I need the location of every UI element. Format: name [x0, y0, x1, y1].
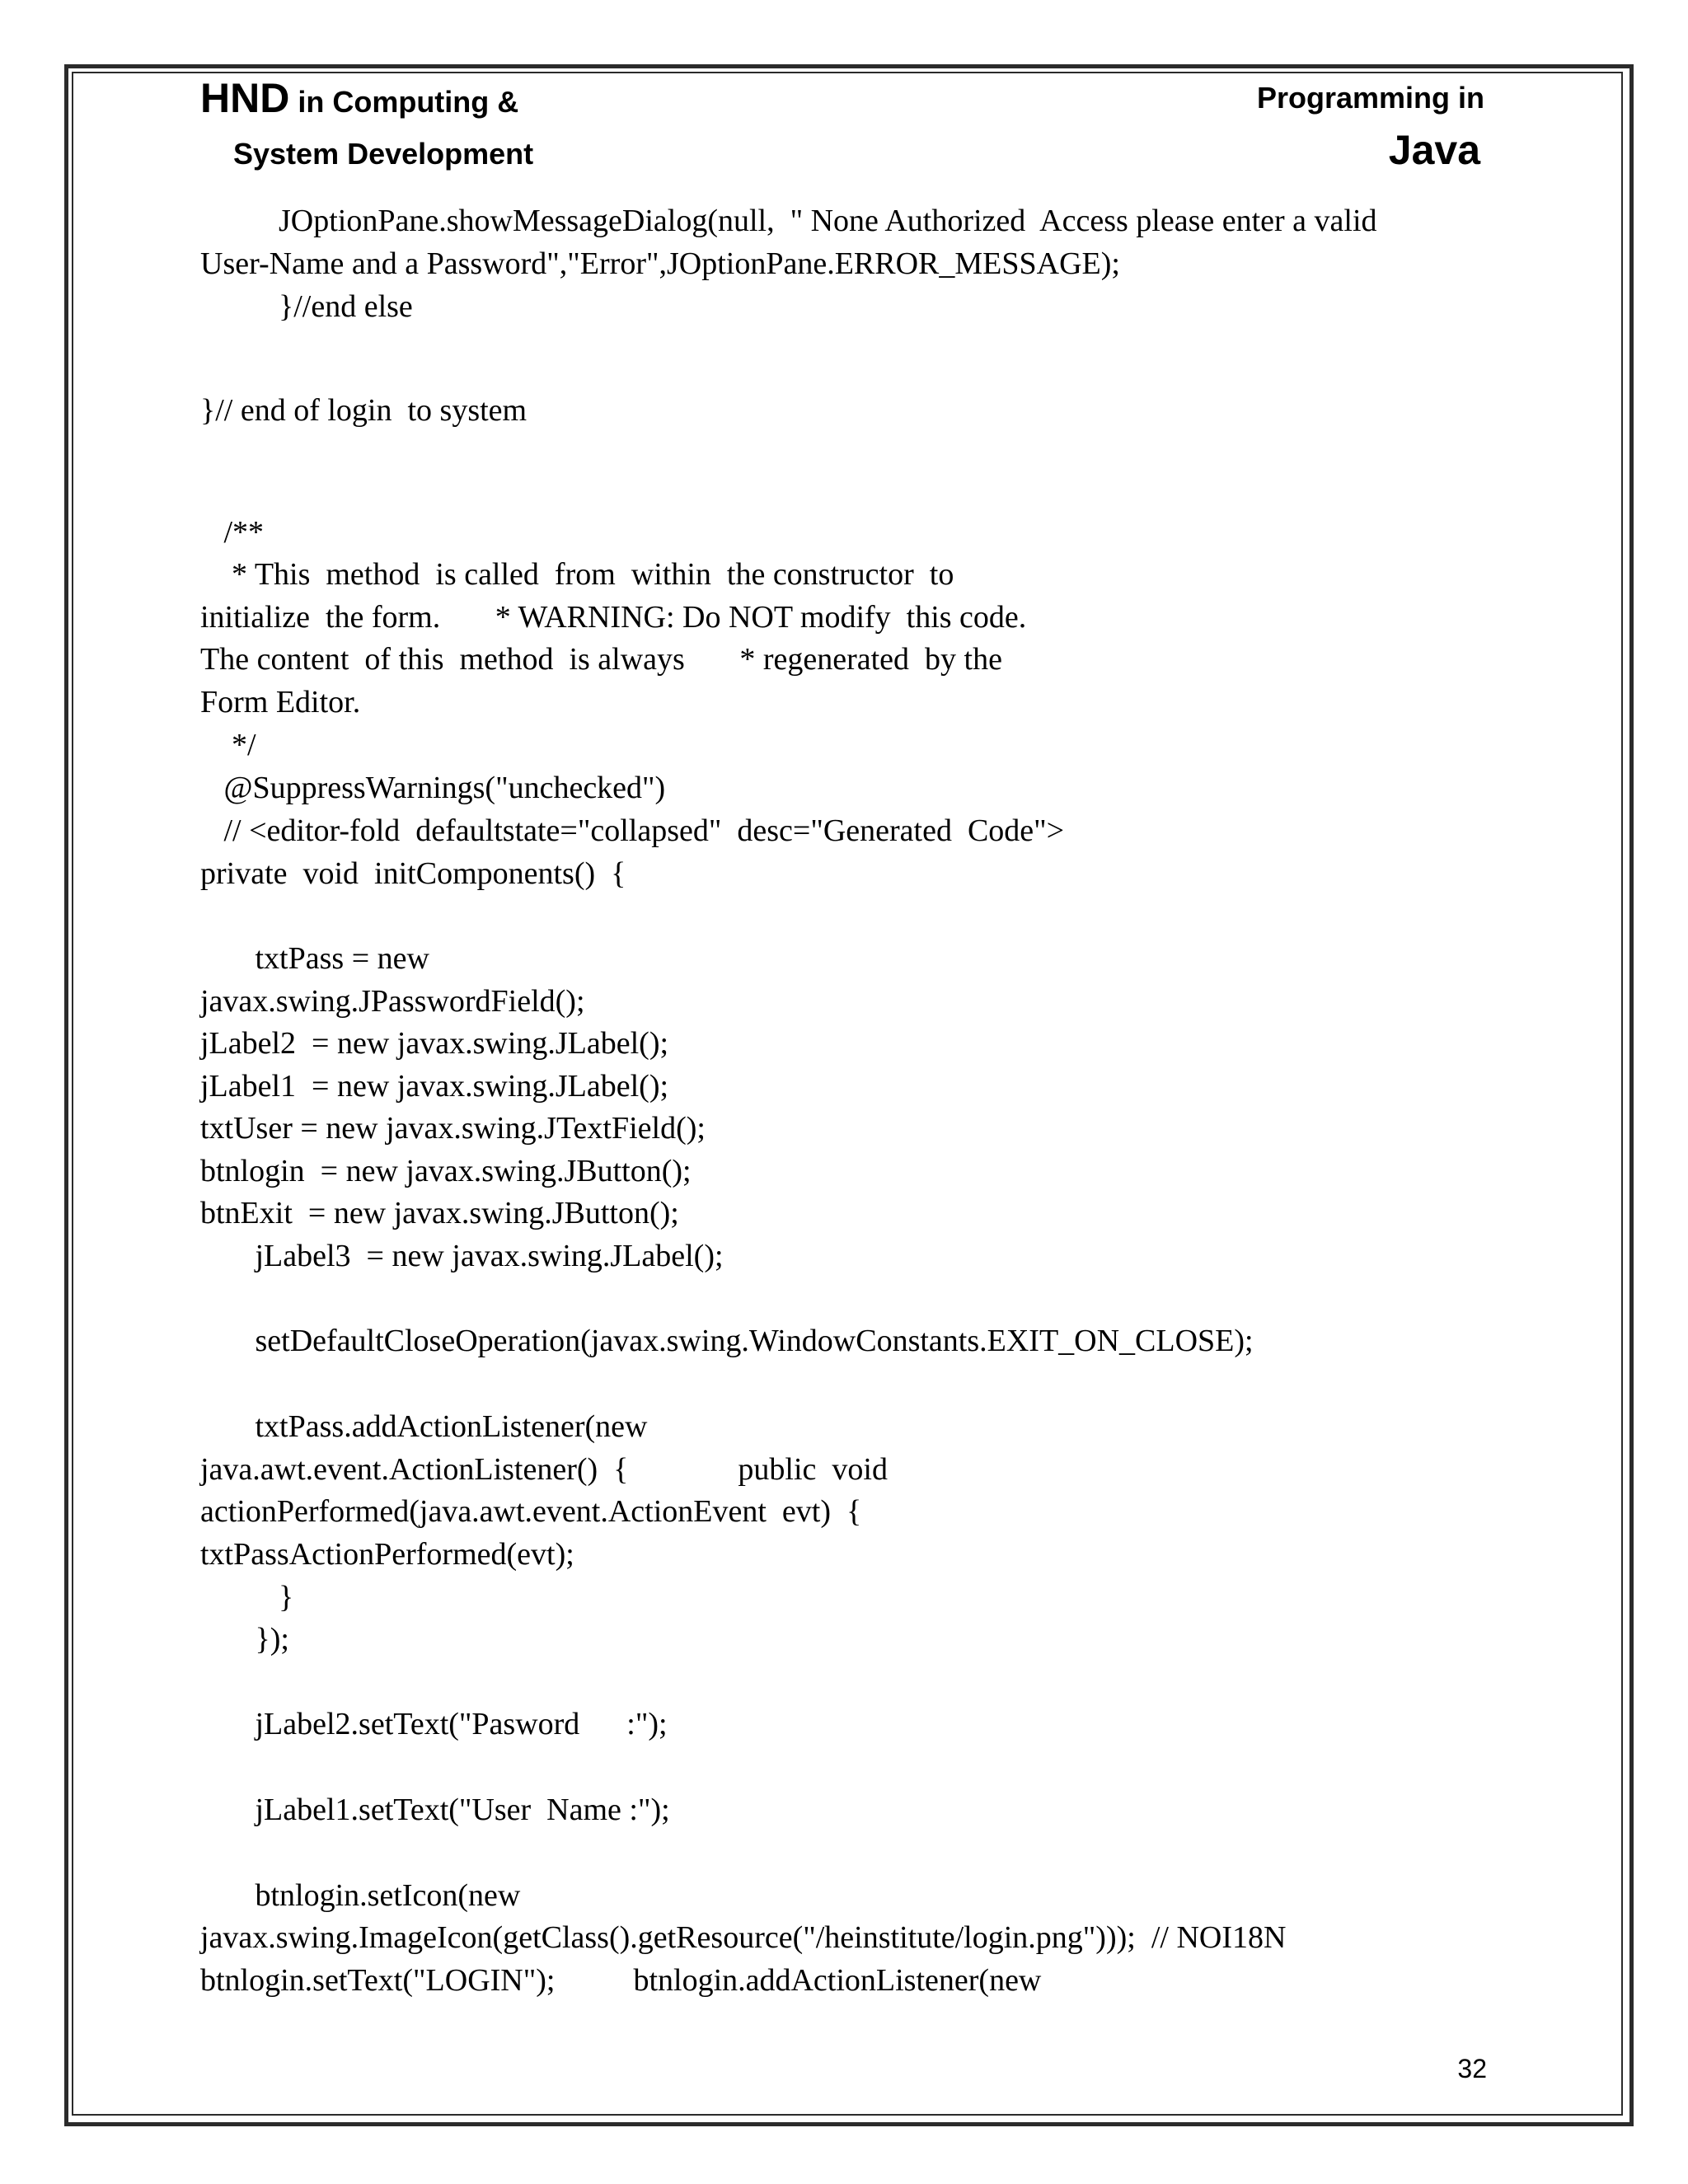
code-line: setDefaultCloseOperation(javax.swing.WindowConstants.EXIT_ON_CLOSE);	[200, 1324, 1254, 1358]
code-line: }// end of login to system	[200, 393, 528, 428]
header-system-development: System Development	[233, 137, 534, 171]
header-course	[200, 74, 518, 122]
code-line: java.awt.event.ActionListener() { public void	[200, 1452, 888, 1487]
code-line: User-Name and a Password","Error",JOptionPane.ERROR_MESSAGE);	[200, 246, 1120, 281]
code-line: jLabel2 = new javax.swing.JLabel();	[200, 1026, 669, 1061]
code-line: jLabel2.setText("Pasword :");	[200, 1707, 668, 1741]
code-line: private void initComponents() {	[200, 856, 626, 891]
code-line: txtPass.addActionListener(new	[200, 1409, 648, 1444]
code-line: jLabel1.setText("User Name :");	[200, 1793, 670, 1827]
code-line: javax.swing.ImageIcon(getClass().getResource("/heinstitute/login.png"))); // NOI18N	[200, 1920, 1287, 1955]
code-line: /**	[200, 515, 265, 550]
code-line: btnlogin.setText("LOGIN"); btnlogin.addActionListener(new	[200, 1963, 1042, 1998]
code-line: JOptionPane.showMessageDialog(null, " None Authorized Access please enter a valid	[200, 204, 1377, 238]
code-line: */	[200, 728, 256, 762]
code-line: });	[200, 1622, 289, 1657]
code-line: txtUser = new javax.swing.JTextField();	[200, 1111, 706, 1146]
code-line: jLabel1 = new javax.swing.JLabel();	[200, 1069, 669, 1104]
code-line: btnlogin = new javax.swing.JButton();	[200, 1154, 692, 1188]
code-line: }	[200, 1580, 294, 1615]
code-line: javax.swing.JPasswordField();	[200, 984, 585, 1019]
code-line: * This method is called from within the constructor to	[200, 557, 954, 592]
code-line: initialize the form. * WARNING: Do NOT modify this code.	[200, 600, 1027, 635]
header-computing: in Computing &	[289, 85, 519, 119]
header-java: Java	[1388, 127, 1480, 173]
code-line: jLabel3 = new javax.swing.JLabel();	[200, 1239, 724, 1273]
header-programming: Programming in	[1256, 81, 1484, 115]
page-number: 32	[1457, 2054, 1487, 2083]
code-line: txtPass = new	[200, 941, 429, 976]
code-line: @SuppressWarnings("unchecked")	[200, 771, 666, 805]
header-hnd: HND	[200, 75, 290, 121]
code-line: // <editor-fold defaultstate="collapsed" desc="Generated Code">	[200, 813, 1065, 848]
code-line: btnlogin.setIcon(new	[200, 1878, 521, 1913]
code-line: btnExit = new javax.swing.JButton();	[200, 1196, 679, 1230]
code-line: The content of this method is always * regenerated by the	[200, 642, 1002, 677]
code-line: txtPassActionPerformed(evt);	[200, 1537, 574, 1572]
code-line: }//end else	[200, 289, 413, 324]
code-line: Form Editor.	[200, 685, 361, 719]
code-line: actionPerformed(java.awt.event.ActionEvent evt) {	[200, 1494, 862, 1529]
